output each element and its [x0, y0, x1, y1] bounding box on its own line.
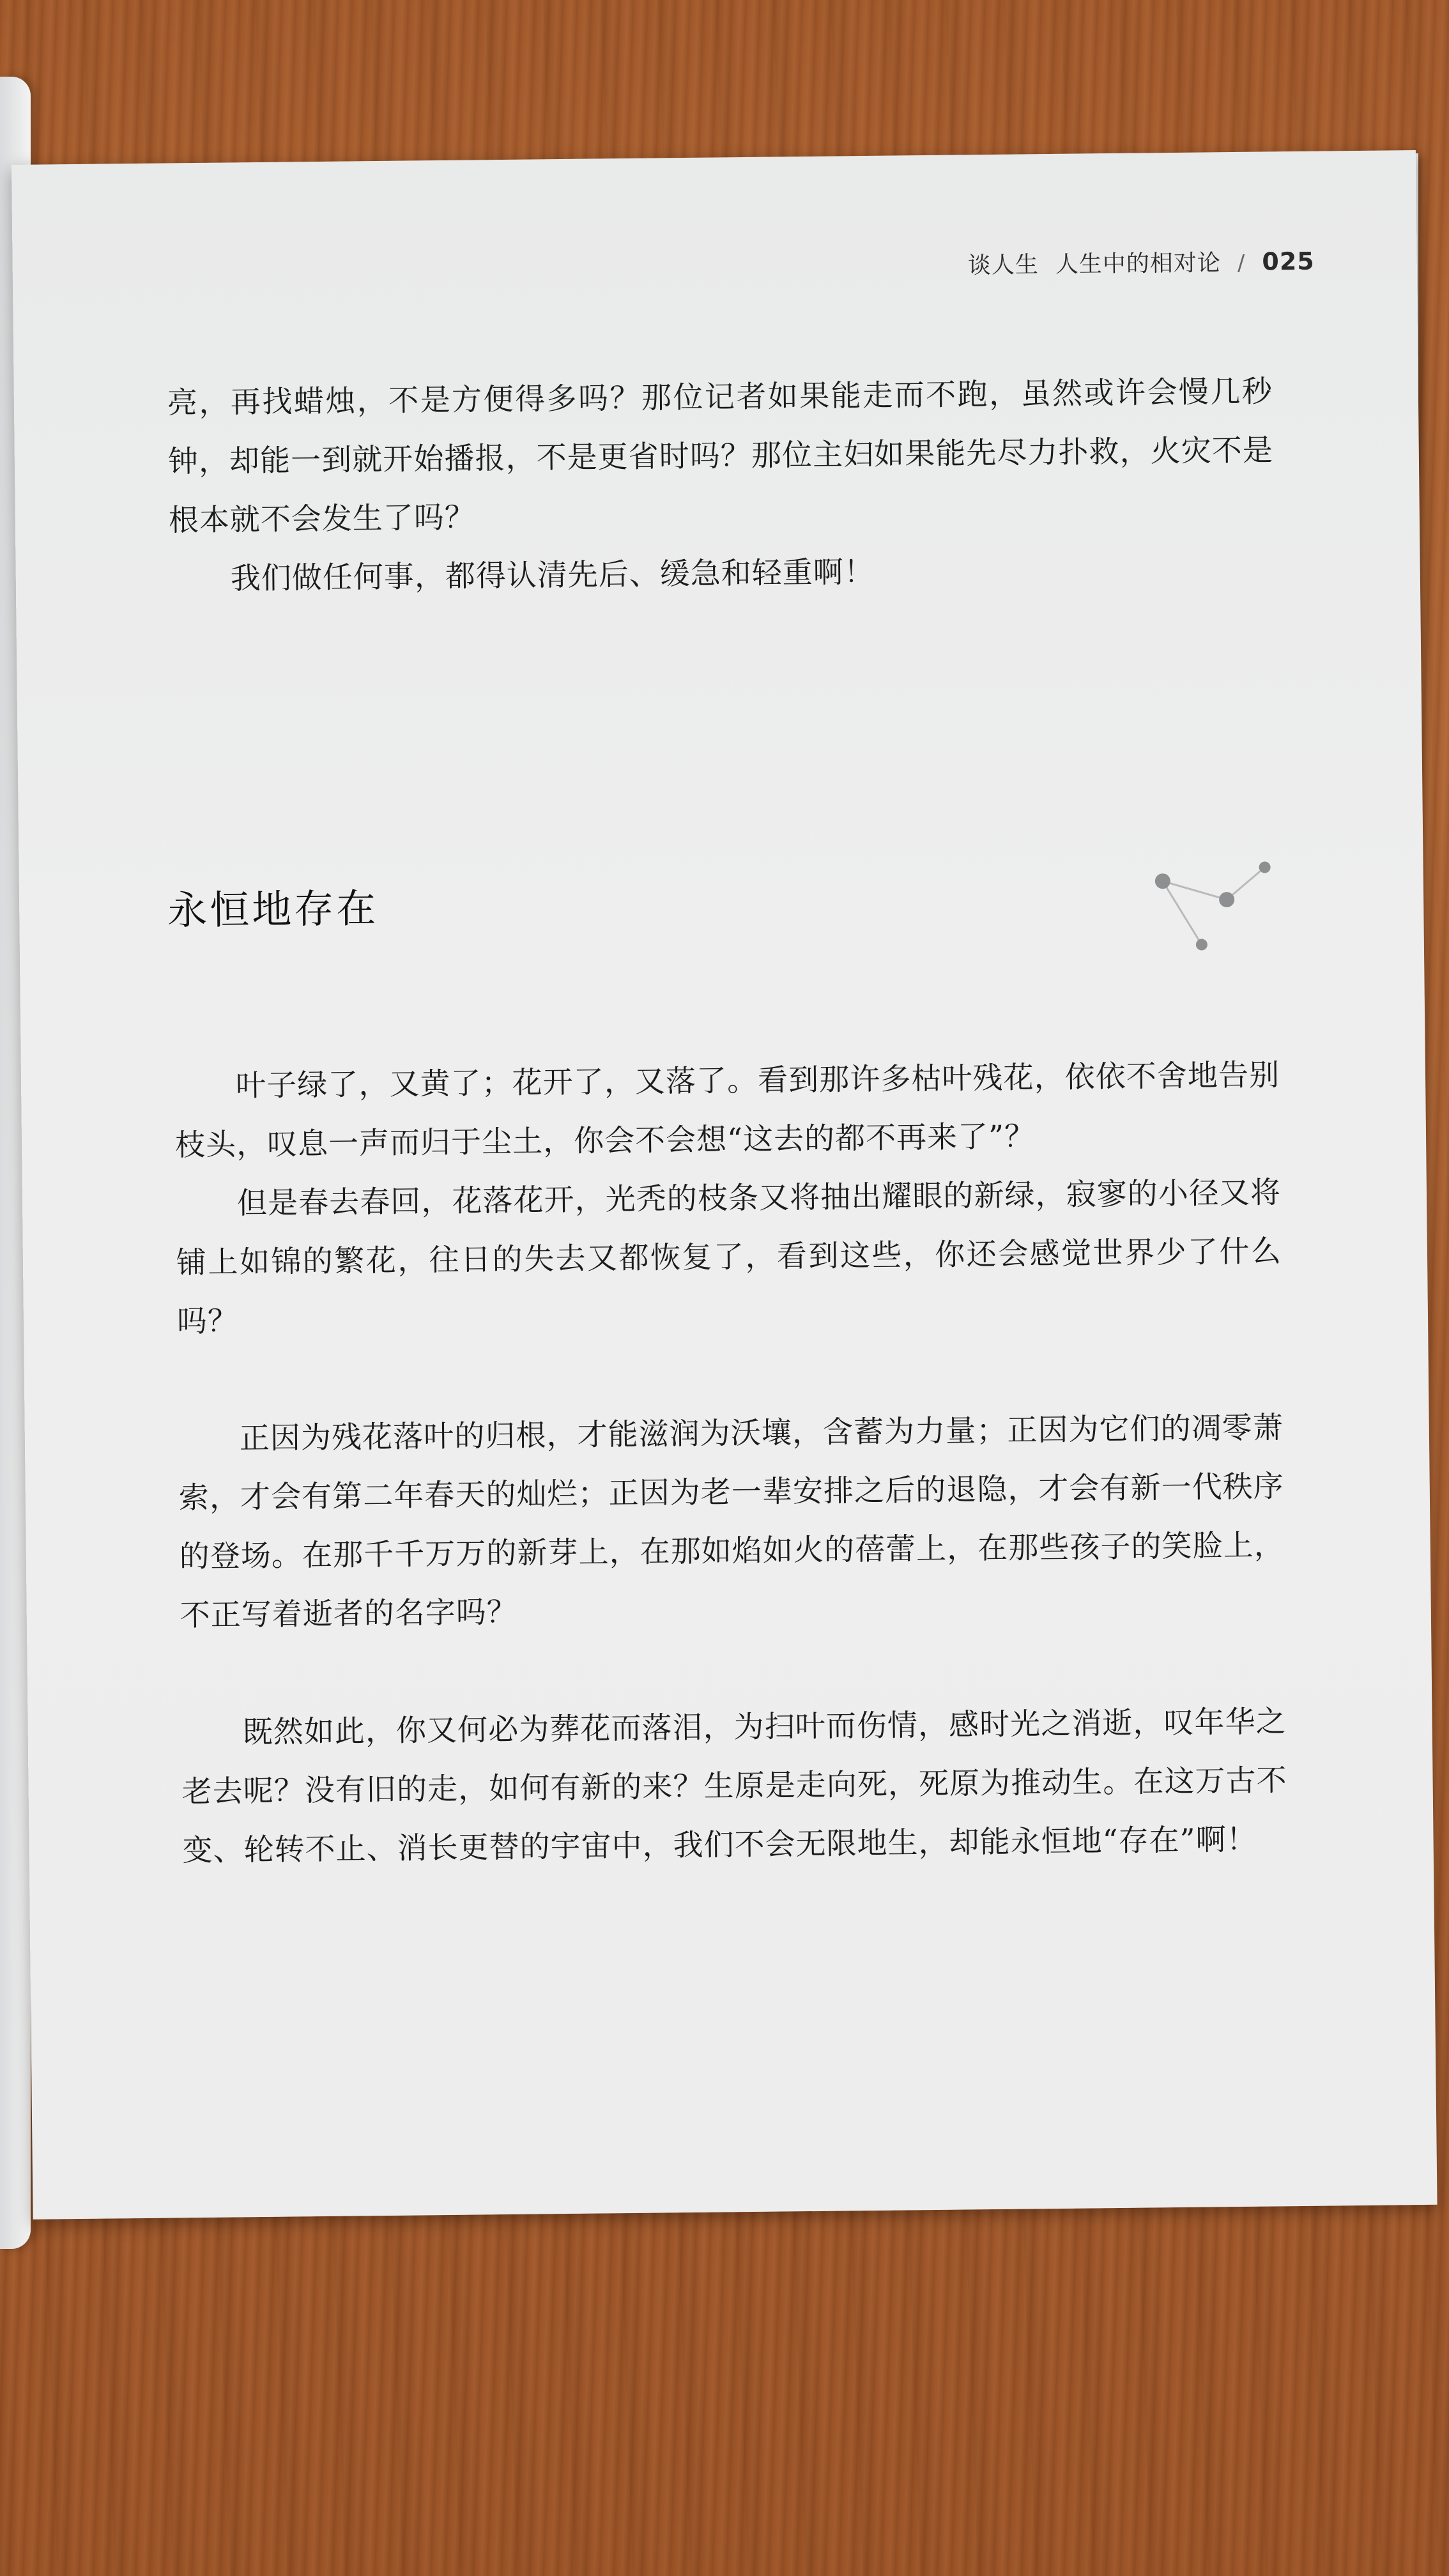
intro-text: [167, 362, 1275, 609]
intro-paragraph-2: 我们做任何事，都得认清先后、缓急和轻重啊！: [230, 554, 875, 597]
constellation-decoration-icon: [1143, 854, 1298, 971]
running-header: [968, 244, 1315, 280]
essay-paragraph-3: 正因为残花落叶的归根，才能滋润为沃壤，含蓄为力量；正因为它们的凋零萧索，才会有第二年春天的灿烂；正因为老一辈安排之后的退隐，才会有新一代秩序的登场。在那千千万万的新芽上，在那如焰如火的蓓蕾上，在那些孩子的笑脸上，不正写着逝者的名字吗？: [178, 1410, 1285, 1634]
intro-paragraph-1: 亮，再找蜡烛，不是方便得多吗？那位记者如果能走而不跑，虽然或许会慢几秒钟，却能一到就开始播报，不是更省时吗？那位主妇如果能先尽力扑救，火灾不是根本就不会发生了吗？: [167, 374, 1274, 539]
header-section: 谈人生: [967, 252, 1039, 279]
essay-paragraph-4: 既然如此，你又何必为葬花而落泪，为扫叶而伤情，感时光之消逝，叹年华之老去呢？没有旧的走，如何有新的来？生原是走向死，死原为推动生。在这万古不变、轮转不止、消长更替的宇宙中，我们不会无限地生，却能永恒地“存在”啊！: [181, 1704, 1287, 1869]
section-title: 永恒地存在: [167, 885, 379, 934]
essay-text: [174, 1046, 1288, 1880]
header-chapter: 人生中的相对论: [1055, 250, 1222, 278]
page-number: 025: [1262, 247, 1315, 276]
header-separator: /: [1237, 250, 1246, 276]
essay-paragraph-2: 但是春去春回，花落花开，光秃的枝条又将抽出耀眼的新绿，寂寥的小径又将铺上如锦的繁花，往日的失去又都恢复了，看到这些，你还会感觉世界少了什么吗？: [176, 1175, 1282, 1340]
essay-paragraph-1: 叶子绿了，又黄了；花开了，又落了。看到那许多枯叶残花，依依不舍地告别枝头，叹息一声而归于尘土，你会不会想“这去的都不再来了”？: [174, 1057, 1280, 1163]
book-page: [12, 150, 1438, 2220]
